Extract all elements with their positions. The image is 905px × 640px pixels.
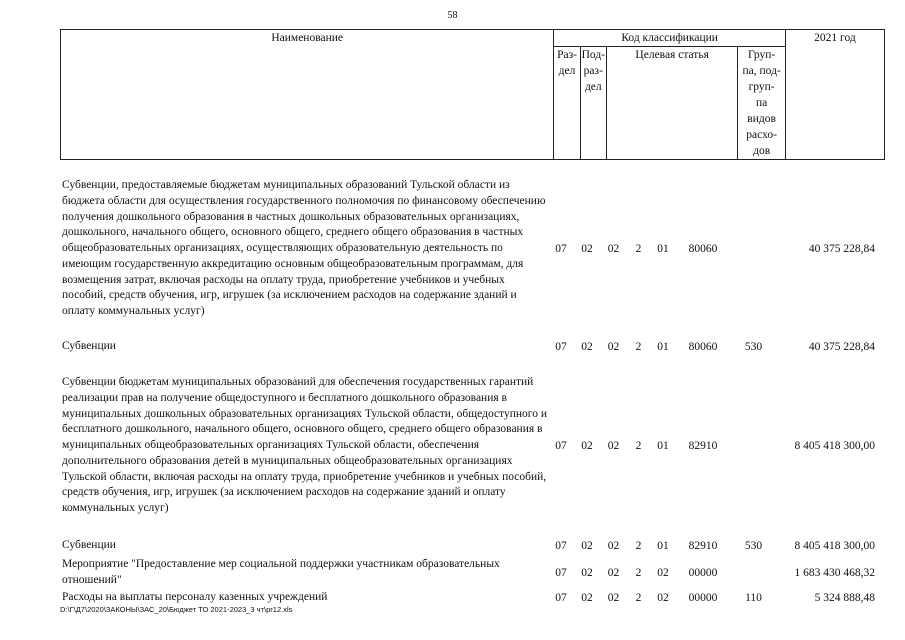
row-amount: 40 375 228,84 [808, 341, 875, 353]
header-podrazdel: Под- раз- дел [580, 47, 606, 160]
row-group: 110 [745, 592, 762, 604]
table-row [60, 535, 885, 557]
row-code-b: 2 [635, 341, 642, 353]
row-podrazdel: 02 [581, 341, 593, 353]
table-body [60, 165, 885, 607]
row-code-b: 2 [635, 243, 642, 255]
row-code-c: 01 [657, 440, 669, 452]
row-code-c: 01 [657, 243, 669, 255]
row-razdel: 07 [555, 540, 567, 552]
row-code-b: 2 [635, 440, 642, 452]
row-group: 530 [744, 540, 763, 552]
row-code-b: 2 [635, 540, 642, 552]
row-name: Субвенции бюджетам муниципальных образований для обеспечения государственных гарантий реализации прав на получение общедоступного и бесплатного дошкольного образования в муниципальных дошкольных образовательных организациях Тульской области, общедоступного и бесплатного дошкольного, начального общего, основного общего, среднего общего образования в муниципальных общеобразовательных организациях Тульской области, обеспечения дополнительного образования детей в муниципальных общеобразовательных организациях Тульской области, включая расходы на оплату труда, приобретение учебников и учебных пособий, средств обучения, игр, игрушек (за исключением расходов на содержание зданий и оплату коммунальных услуг) [62, 375, 547, 515]
row-code-c: 01 [657, 540, 669, 552]
row-code-a: 02 [607, 440, 620, 452]
header-target: Целевая статья [606, 47, 737, 160]
row-code-c: 02 [657, 592, 669, 604]
row-code-c: 01 [657, 341, 669, 353]
row-name: Расходы на выплаты персоналу казенных учреждений [62, 591, 328, 604]
row-podrazdel: 02 [581, 440, 593, 452]
row-code-b: 2 [635, 592, 642, 604]
row-code-d: 80060 [688, 341, 718, 353]
header-name: Наименование [61, 30, 554, 160]
table-row [60, 557, 885, 589]
row-code-a: 02 [607, 567, 620, 579]
row-amount: 1 683 430 468,32 [794, 567, 875, 579]
row-name: Субвенции, предоставляемые бюджетам муниципальных образований Тульской области из бюджета области для осуществления государственного полномочия по финансовому обеспечению получения дошкольного образования в частных дошкольных образовательных организациях, дошкольного, начального общего, основного общего, среднего общего образования в частных общеобразовательных организациях, осуществляющих образовательную деятельность по имеющим государственную аккредитацию основным общеобразовательным программам, для возмещения затрат, включая расходы на оплату труда, приобретение учебников и учебных пособий, средств обучения, игр, игрушек (за исключением расходов на содержание зданий и оплату коммунальных услуг) [62, 178, 546, 318]
header-year: 2021 год [785, 30, 884, 160]
table-row [60, 333, 885, 361]
file-path-footer: D:\Г\Д7\2020\ЗАКОНЫ\ЗАС_20\Бюджет ТО 2021-2023_3 чт\pr12.xls [60, 605, 293, 614]
row-podrazdel: 02 [581, 592, 593, 604]
row-name: Субвенции [62, 340, 116, 353]
row-group: 530 [744, 341, 763, 353]
row-podrazdel: 02 [581, 243, 593, 255]
row-amount: 40 375 228,84 [808, 243, 875, 255]
row-podrazdel: 02 [581, 540, 593, 552]
row-code-d: 00000 [688, 567, 718, 579]
row-amount: 8 405 418 300,00 [794, 440, 875, 452]
row-code-a: 02 [607, 592, 620, 604]
row-razdel: 07 [555, 440, 567, 452]
row-code-c: 02 [657, 567, 669, 579]
row-razdel: 07 [555, 243, 567, 255]
row-code-d: 80060 [688, 243, 718, 255]
header-group: Груп- па, под- груп- па видов расхо- дов [738, 47, 786, 160]
row-code-a: 02 [607, 341, 620, 353]
header-code: Код классификации [554, 30, 786, 47]
row-code-d: 00000 [688, 592, 718, 604]
header-table [60, 29, 885, 160]
row-code-a: 02 [607, 540, 620, 552]
row-razdel: 07 [555, 341, 567, 353]
table-row [60, 361, 885, 531]
header-razdel: Раз- дел [554, 47, 580, 160]
row-name: Мероприятие "Предоставление мер социальной поддержки участникам образовательных отношений" [62, 558, 500, 586]
row-razdel: 07 [555, 567, 567, 579]
row-code-b: 2 [635, 567, 642, 579]
row-amount: 5 324 888,48 [814, 592, 875, 604]
table-row [60, 165, 885, 333]
row-amount: 8 405 418 300,00 [794, 540, 875, 552]
row-podrazdel: 02 [581, 567, 593, 579]
row-code-d: 82910 [688, 540, 718, 552]
row-code-d: 82910 [688, 440, 718, 452]
row-razdel: 07 [555, 592, 567, 604]
row-name: Субвенции [62, 539, 116, 552]
page-number: 58 [447, 10, 458, 21]
row-code-a: 02 [607, 243, 620, 255]
